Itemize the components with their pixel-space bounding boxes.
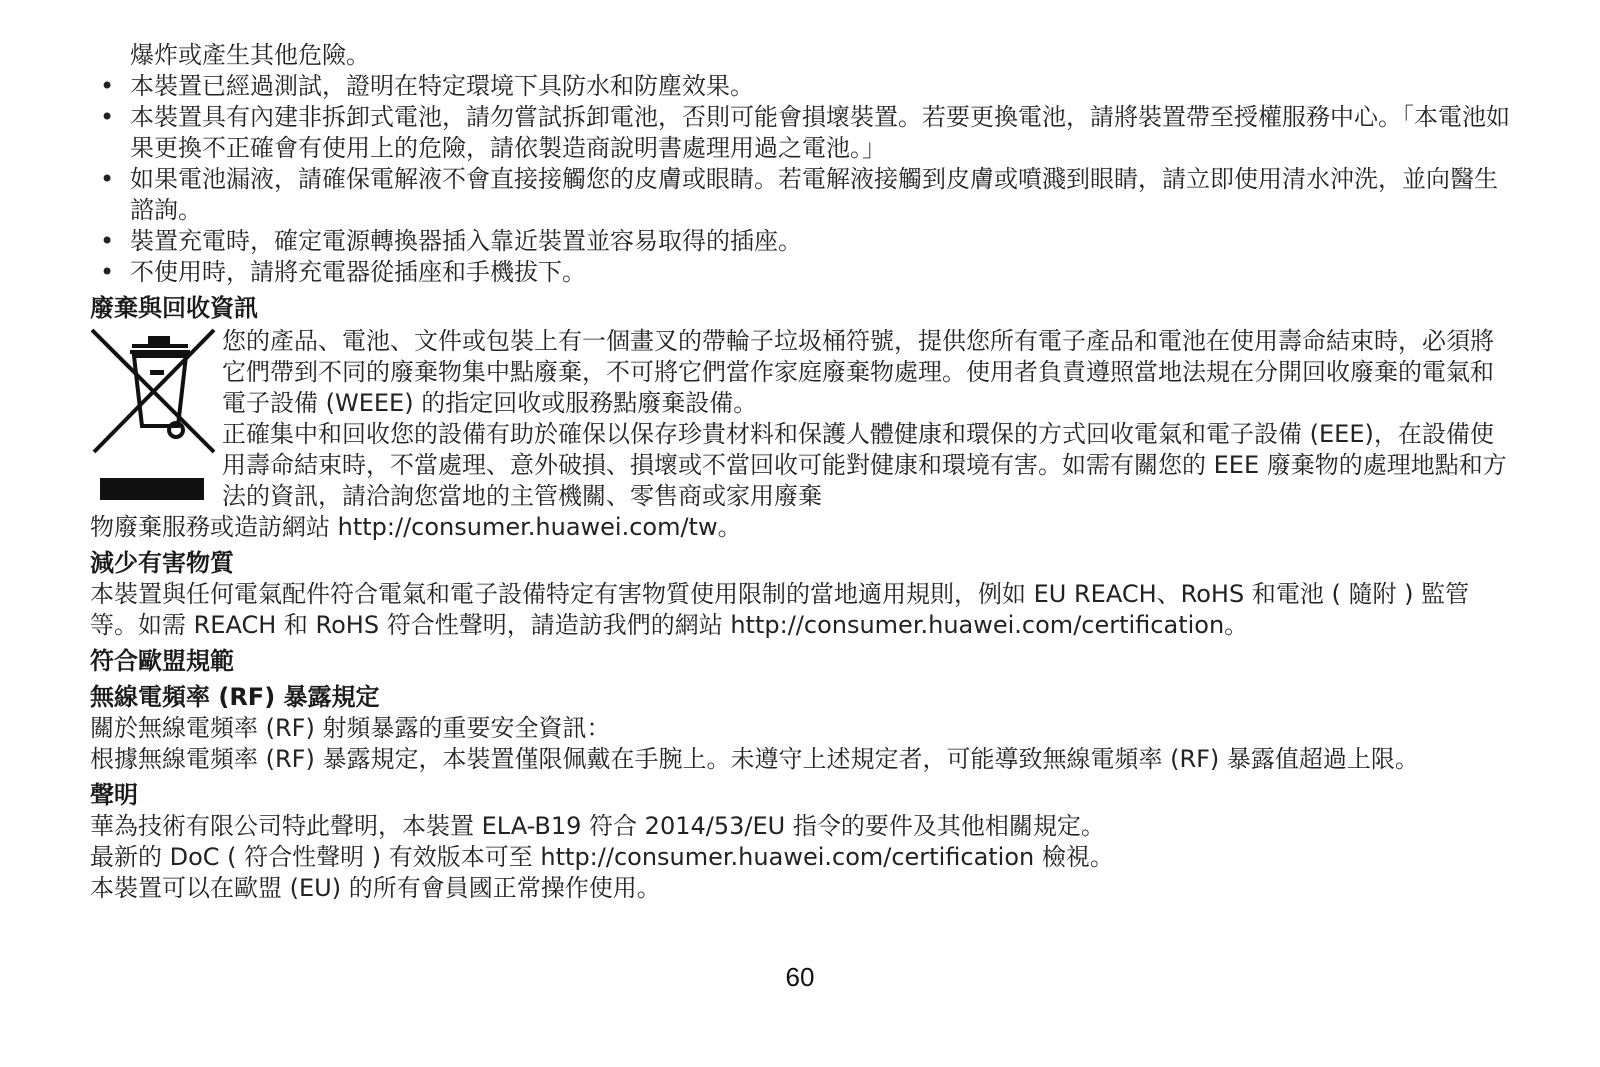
declaration-line-1: 華為技術有限公司特此聲明，本裝置 ELA-B19 符合 2014/53/EU 指令的要件及其他相關規定。: [90, 812, 1105, 840]
eu-compliance-heading: 符合歐盟規範: [90, 647, 234, 675]
declaration-line-2: 最新的 DoC ( 符合性聲明 ) 有效版本可至 http://consumer.huawei.com/certification 檢視。: [90, 843, 1114, 871]
rf-exposure-heading: 無線電頻率 (RF) 暴露規定: [90, 683, 380, 711]
disposal-text: [90, 326, 1510, 512]
page-number: 60: [785, 962, 815, 992]
disposal-paragraph-2-tail: 物廢棄服務或造訪網站 http://consumer.huawei.com/tw。: [90, 513, 742, 541]
hazardous-substances-heading: 減少有害物質: [90, 549, 234, 577]
crossed-out-wheelie-bin-icon: [90, 326, 222, 506]
disposal-paragraph-2: 正確集中和回收您的設備有助於確保以保存珍貴材料和保護人體健康和環保的方式回收電氣和電子設備 (EEE)，在設備使用壽命結束時，不當處理、意外破損、損壞或不當回收可能對健康和環境有害。如需有關您的 EEE 廢棄物的處理地點和方法的資訊，請洽詢您當地的主管機關、零售商或家用廢棄: [222, 420, 1507, 510]
bullet-item: • 本裝置具有內建非拆卸式電池，請勿嘗試拆卸電池，否則可能會損壞裝置。若要更換電池，請將裝置帶至授權服務中心。「本電池如果更換不正確會有使用上的危險，請依製造商說明書處理用過之電池。」: [90, 102, 1510, 164]
hazardous-substances-text: 本裝置與任何電氣配件符合電氣和電子設備特定有害物質使用限制的當地適用規則，例如 EU REACH、RoHS 和電池 ( 隨附 ) 監管等。如需 REACH 和 RoHS 符合性聲明，請造訪我們的網站 http://consumer.huawei.com/certification。: [90, 580, 1470, 639]
declaration-heading: 聲明: [90, 781, 138, 809]
bullet-item: • 本裝置已經過測試，證明在特定環境下具防水和防塵效果。: [90, 71, 1510, 102]
bullet-item: • 如果電池漏液，請確保電解液不會直接接觸您的皮膚或眼睛。若電解液接觸到皮膚或噴濺到眼睛，請立即使用清水沖洗，並向醫生諮詢。: [90, 164, 1510, 226]
rf-exposure-text: 根據無線電頻率 (RF) 暴露規定，本裝置僅限佩戴在手腕上。未遵守上述規定者，可能導致無線電頻率 (RF) 暴露值超過上限。: [90, 745, 1419, 773]
safety-bullet-list: [90, 71, 1510, 288]
rf-exposure-intro: 關於無線電頻率 (RF) 射頻暴露的重要安全資訊：: [90, 714, 611, 742]
disposal-heading: 廢棄與回收資訊: [90, 294, 258, 322]
disposal-paragraph-1: 您的產品、電池、文件或包裝上有一個畫叉的帶輪子垃圾桶符號，提供您所有電子產品和電池在使用壽命結束時，必須將它們帶到不同的廢棄物集中點廢棄，不可將它們當作家庭廢棄物處理。使用者負責遵照當地法規在分開回收廢棄的電氣和電子設備 (WEEE) 的指定回收或服務點廢棄設備。: [222, 327, 1494, 417]
disposal-section: [90, 326, 1510, 543]
bullet-item: • 裝置充電時，確定電源轉換器插入靠近裝置並容易取得的插座。: [90, 226, 1510, 257]
bullet-item: • 不使用時，請將充電器從插座和手機拔下。: [90, 257, 1510, 288]
document-page: [90, 40, 1510, 904]
declaration-line-3: 本裝置可以在歐盟 (EU) 的所有會員國正常操作使用。: [90, 874, 661, 902]
intro-continuation: 爆炸或產生其他危險。: [130, 41, 370, 69]
